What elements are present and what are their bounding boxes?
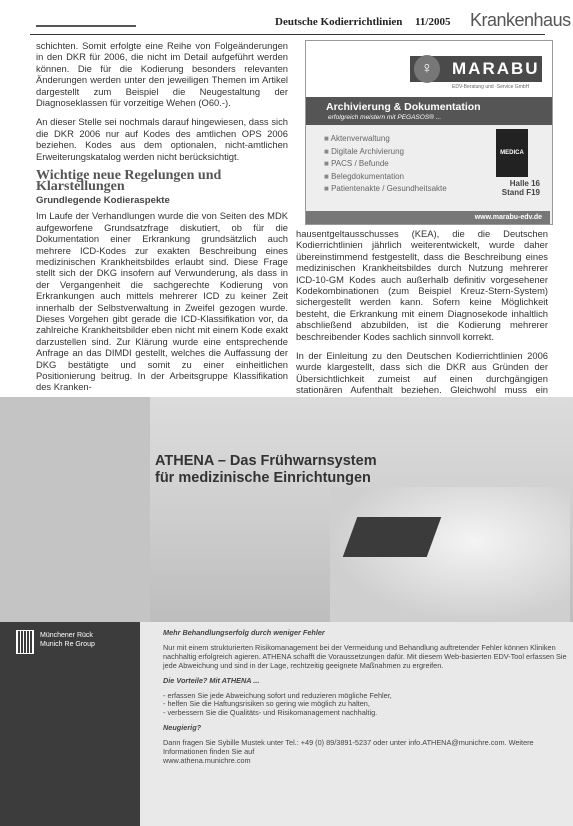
- bird-icon: ♀: [414, 55, 440, 83]
- paragraph: An dieser Stelle sei nochmals darauf hingewiesen, dass sich die DKR 2006 nur auf Kodes des amtlichen OPS 2006 beziehen. Kodes aus dem optionalen, nicht-amtlichen Erweiterungskatalog werden nicht berücksichtigt.: [36, 116, 288, 162]
- paragraph: Im Laufe der Verhandlungen wurde die von Seiten des MDK aufgeworfene Grundsatzfrage diskutiert, ob für die Dokumentation einer Erkrankung grundsätzlich auch mehrere ICD-Kodes zur exakten Beschreibung eines medizinischen Krankheitsbildes erlaubt sind. Diese Frage stellt sich der DKG insofern auf Verwunderung, als dass in der Vergangenheit die sachgerechte Kodierung von Erkrankungen auch mittels mehrerer ICD zu keiner Zeit innerhalb der Selbstverwaltung in Zweifel gezogen wurde. Dieses Vorgehen gibt gerade die ICD-Klassifikation vor, da zahlreiche Krankheitsbilder eben nicht mit einem Kode exakt darzustellen sind. Zur Klärung wurde eine entsprechende Anfrage an das DIMDI gestellt, welches die Auffassung der DKG bestätigte und somit zu einer einheitlichen Positionierung beitrug. In der Arbeitsgruppe Klassifikation des Kranken-: [36, 210, 288, 393]
- header-divider: [30, 34, 545, 35]
- athena-benefits: [163, 692, 568, 719]
- marabu-booth-info: [488, 129, 542, 207]
- hall-number: Halle 16: [509, 179, 540, 188]
- right-column: [296, 228, 548, 415]
- logo-line: Munich Re Group: [40, 640, 95, 648]
- paragraph: schichten. Somit erfolgte eine Reihe von Folgeänderungen in den DKR für 2006, die nicht im Detail aufgeführt werden können. Die für die Kodierung besonders relevanten Änderungen werden unter den jeweiligen Themen im Artikel dargestellt zum Beispiel die Neugestaltung der Diagnoseklassen für vorzeitige Wehen (O60.-).: [36, 40, 288, 109]
- athena-question: Mehr Behandlungserfolg durch weniger Fehler: [163, 628, 325, 637]
- paragraph: Nur mit einem strukturierten Risikomanagement bei der Vermeidung und Behandlung auftretender Fehler können Kliniken nachhaltig erfolgreich agieren. ATHENA schafft die Voraussetzungen dafür. Mit diesem Web-basierten EDV-Tool erfassen Sie jede Abweichung und sind in der Lage, rechtzeitig geeignete Maßnahmen zu ergreifen.: [163, 642, 567, 670]
- booth-location: [488, 179, 540, 197]
- list-item: ■ Digitale Archivierung: [324, 146, 447, 159]
- athena-question: Neugierig?: [163, 723, 202, 733]
- left-column: [36, 40, 288, 401]
- munich-re-name: [40, 632, 95, 649]
- list-item: ■ Belegdokumentation: [324, 171, 447, 184]
- athena-url[interactable]: www.athena.munichre.com: [163, 755, 251, 765]
- medica-logo: MEDICA: [496, 129, 528, 177]
- magazine-logo: Krankenhaus: [470, 10, 571, 30]
- stand-number: Stand F19: [501, 188, 540, 197]
- paragraph: [163, 739, 568, 766]
- athena-title-line: für medizinische Einrichtungen: [155, 470, 371, 486]
- marabu-subtitle: erfolgreich meistern mit PEGASOS® ...: [328, 114, 442, 121]
- marabu-title: Archivierung & Dokumentation: [326, 101, 481, 113]
- section-heading: Wichtige neue Regelungen und Klarstellungen: [36, 168, 222, 195]
- athena-advertisement: [0, 397, 573, 826]
- paragraph: hausentgeltausschusses (KEA), die die Deutschen Kodierrichtlinien jährlich weiterentwickelt, wurde daher übereinstimmend festgestellt, dass die Beschreibung eines medizinischen Krankheitsbildes durch Nutzung mehrerer ICD-10-GM Kodes auch außerhalb definitiv vorgesehener Kodekombinationen (zum Beispiel Kreuz-Stern-System) sichergestellt werden kann. Sofern keine Möglichkeit besteht, die Erkrankung mit einem Diagnosekode inhaltlich abschließend abzubilden, ist die Kodierung mehrerer beschreibender Kodes sachlich sinnvoll korrekt.: [296, 228, 548, 342]
- marabu-feature-list: [324, 133, 447, 196]
- athena-title: [155, 453, 377, 487]
- athena-copy: [163, 629, 568, 772]
- marabu-tagline: EDV-Beratung und -Service GmbH: [452, 84, 530, 90]
- athena-title-line: ATHENA – Das Frühwarnsystem: [155, 453, 377, 469]
- benefit-item: - helfen Sie die Haftungsrisiken so gering wie möglich zu halten,: [163, 699, 370, 709]
- athena-text-panel: [0, 622, 573, 826]
- contact-text: Dann fragen Sie Sybille Mustek unter Tel.: +49 (0) 89/3891-5237 oder unter info.ATHENA@munichre.com. Weitere Informationen finden Sie auf: [163, 738, 534, 757]
- athena-photo: [0, 397, 573, 622]
- benefit-item: - erfassen Sie jede Abweichung sofort und reduzieren mögliche Fehler,: [163, 690, 392, 700]
- marabu-url[interactable]: www.marabu-edv.de: [306, 211, 550, 224]
- sub-heading: Grundlegende Kodieraspekte: [36, 194, 170, 206]
- issue-number: 11/2005: [415, 16, 451, 28]
- logo-line: Münchener Rück: [40, 632, 93, 639]
- list-item: ■ PACS / Befunde: [324, 158, 447, 171]
- paragraph: In der Einleitung zu den Deutschen Kodierrichtlinien 2006 wurde klargestellt, dass sich die DKR aus Gründen der Übersichtlichkeit zumeist auf einen durchgängigen stationären Aufenthalt beziehen. Gleichwohl muss ein: [296, 350, 548, 396]
- photo-background: [0, 397, 150, 622]
- marabu-header: [306, 41, 552, 97]
- marabu-banner: [306, 97, 552, 125]
- munich-re-mark-icon: [16, 630, 34, 654]
- benefit-item: - verbessern Sie die Qualitäts- und Risikomanagement nachhaltig.: [163, 708, 378, 718]
- marabu-advertisement: [305, 40, 553, 225]
- header-rule-left: [36, 25, 136, 27]
- athena-question: Die Vorteile? Mit ATHENA ...: [163, 675, 260, 685]
- list-item: ■ Aktenverwaltung: [324, 133, 447, 146]
- munich-re-logo: [0, 622, 140, 826]
- journal-title: Deutsche Kodierrichtlinien: [275, 16, 403, 28]
- laptop-icon: [343, 517, 442, 557]
- page-header: [0, 10, 573, 36]
- list-item: ■ Patientenakte / Gesundheitsakte: [324, 183, 447, 196]
- marabu-logo: MARABU: [410, 56, 542, 82]
